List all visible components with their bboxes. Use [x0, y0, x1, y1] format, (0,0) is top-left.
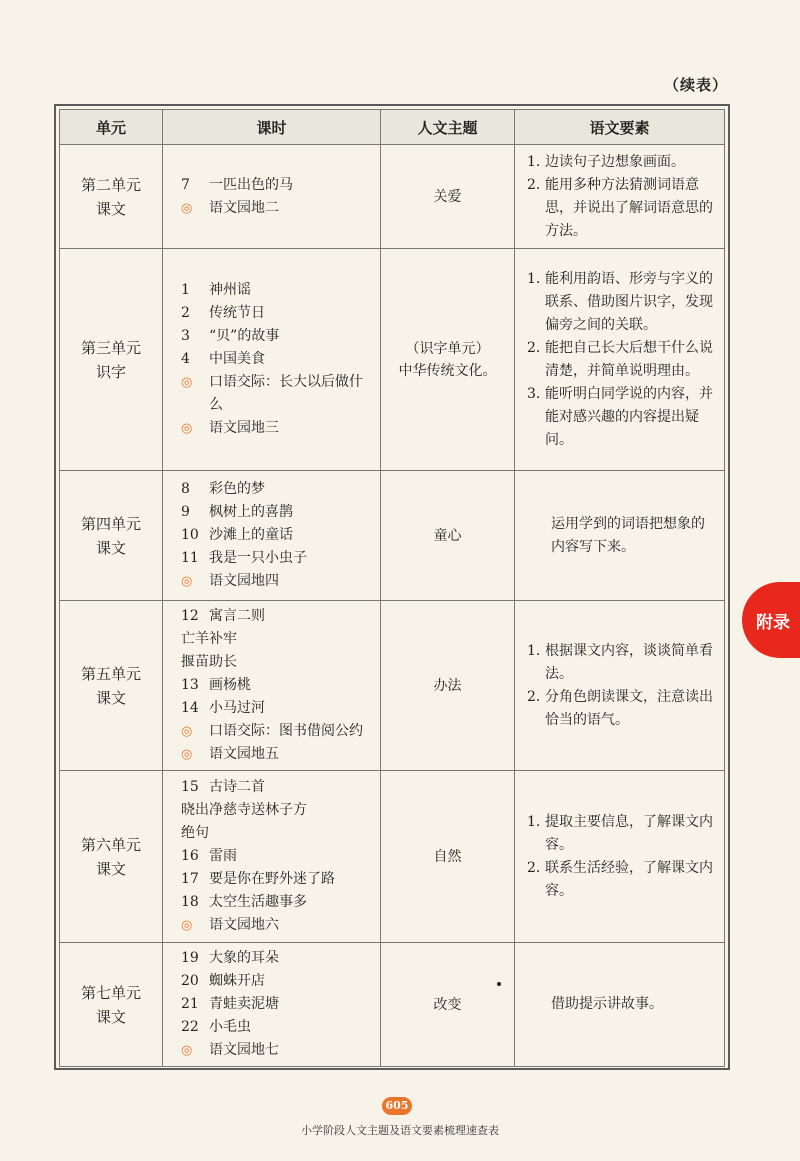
- elements-cell: [515, 943, 725, 1067]
- lesson-number: 1: [181, 282, 190, 298]
- lesson-title: 雷雨: [209, 848, 237, 864]
- lesson-title: “贝”的故事: [209, 328, 280, 344]
- lesson-item: [181, 743, 374, 766]
- element-number: 2.: [527, 859, 541, 876]
- lesson-title: 青蛙卖泥塘: [209, 996, 279, 1012]
- lesson-number: 12: [181, 608, 199, 624]
- element-item: [527, 383, 714, 452]
- element-item: [527, 811, 714, 857]
- lesson-item: [181, 371, 374, 417]
- lesson-title: 小毛虫: [209, 1019, 251, 1035]
- lesson-number: 9: [181, 504, 190, 520]
- header-theme: 人文主题: [381, 110, 515, 145]
- table-row: [60, 943, 725, 1067]
- lessons-cell: [163, 771, 381, 943]
- circle-marker-icon: ◎: [181, 724, 193, 739]
- lesson-number: 4: [181, 351, 190, 367]
- lesson-title: 沙滩上的童话: [209, 527, 293, 543]
- element-number: 3.: [527, 385, 541, 402]
- lessons-cell: [163, 471, 381, 601]
- table-row: [60, 471, 725, 601]
- element-number: 2.: [527, 688, 541, 705]
- lesson-title: 彩色的梦: [209, 481, 265, 497]
- theme-text: 办法: [433, 677, 462, 694]
- header-unit: 单元: [60, 110, 163, 145]
- element-item: [527, 268, 714, 337]
- lesson-item: [181, 478, 374, 501]
- theme-text: 改变: [433, 996, 462, 1013]
- lesson-item: [181, 325, 374, 348]
- lesson-title: 小马过河: [209, 700, 265, 716]
- unit-cell: [60, 471, 163, 601]
- lesson-number: 13: [181, 677, 199, 693]
- lesson-title: 传统节日: [209, 305, 265, 321]
- element-text: 分角色朗读课文，注意读出恰当的语气。: [545, 688, 713, 728]
- element-item: [527, 151, 714, 174]
- lesson-number: 3: [181, 328, 190, 344]
- lesson-item: [181, 868, 374, 891]
- lesson-title: 语文园地七: [209, 1042, 279, 1058]
- lesson-title: 语文园地三: [209, 420, 279, 436]
- lesson-item: [181, 501, 374, 524]
- element-text: 提取主要信息，了解课文内容。: [545, 813, 713, 853]
- element-text: 能把自己长大后想干什么说清楚，并简单说明理由。: [545, 339, 713, 379]
- lesson-title: 我是一只小虫子: [209, 550, 307, 566]
- page-number: 605: [382, 1097, 412, 1115]
- elements-cell: [515, 471, 725, 601]
- theme-text: 童心: [433, 527, 462, 544]
- unit-cell: [60, 145, 163, 249]
- lesson-title: 语文园地四: [209, 573, 279, 589]
- lesson-item: [181, 197, 374, 220]
- lesson-sub-item: 绝句: [181, 825, 209, 841]
- stray-dot: [497, 982, 501, 986]
- lesson-number: 16: [181, 848, 199, 864]
- element-text: 能利用韵语、形旁与字义的联系、借助图片识字，发现偏旁之间的关联。: [545, 270, 713, 333]
- lesson-title: 神州谣: [209, 282, 251, 298]
- elements-cell: [515, 145, 725, 249]
- lesson-title: 语文园地五: [209, 746, 279, 762]
- unit-cell: [60, 249, 163, 471]
- elements-cell: [515, 601, 725, 771]
- lesson-item: [181, 1016, 374, 1039]
- lesson-item: [181, 776, 374, 799]
- lesson-item: [181, 417, 374, 440]
- table-row: [60, 601, 725, 771]
- circle-marker-icon: ◎: [181, 918, 193, 933]
- appendix-tab: 附录: [742, 582, 800, 658]
- lesson-item: [181, 348, 374, 371]
- element-number: 2.: [527, 176, 541, 193]
- lesson-title: 古诗二首: [209, 779, 265, 795]
- lesson-title: 一匹出色的马: [209, 176, 293, 193]
- theme-cell: [381, 145, 515, 249]
- elements-cell: [515, 249, 725, 471]
- element-text: 借助提示讲故事。: [551, 996, 663, 1012]
- lesson-title: 太空生活趣事多: [209, 894, 307, 910]
- unit-label: 课文: [95, 688, 126, 707]
- lesson-number: 22: [181, 1019, 199, 1035]
- lesson-number: 11: [181, 550, 199, 566]
- table-row: [60, 145, 725, 249]
- element-text: 联系生活经验，了解课文内容。: [545, 859, 713, 899]
- lesson-title: 大象的耳朵: [209, 950, 279, 966]
- lesson-title: 要是你在野外迷了路: [209, 871, 335, 887]
- unit-label: 第五单元: [80, 664, 141, 683]
- element-number: 1.: [527, 153, 541, 170]
- lesson-item: [181, 174, 374, 197]
- lesson-item: [181, 570, 374, 593]
- circle-marker-icon: ◎: [181, 375, 193, 390]
- lesson-item: [181, 891, 374, 914]
- element-text: 能用多种方法猜测词语意思，并说出了解词语意思的方法。: [545, 176, 713, 239]
- table-frame: [54, 104, 730, 1070]
- lesson-number: 15: [181, 779, 199, 795]
- lesson-title: 中国美食: [209, 351, 265, 367]
- element-item: [527, 857, 714, 903]
- theme-cell: [381, 943, 515, 1067]
- unit-label: 第二单元: [80, 175, 141, 194]
- lessons-cell: [163, 601, 381, 771]
- lesson-item: [181, 720, 374, 743]
- lesson-number: 8: [181, 481, 190, 497]
- unit-cell: [60, 601, 163, 771]
- unit-label: 课文: [95, 199, 126, 218]
- unit-label: 课文: [95, 538, 126, 557]
- element-item: [527, 174, 714, 243]
- theme-cell: [381, 771, 515, 943]
- element-item: [527, 640, 714, 686]
- element-text: 根据课文内容，谈谈简单看法。: [545, 642, 713, 682]
- unit-cell: [60, 771, 163, 943]
- unit-label: 第六单元: [80, 835, 141, 854]
- lesson-item: [181, 302, 374, 325]
- lessons-cell: [163, 249, 381, 471]
- lesson-item: [181, 947, 374, 970]
- table-header-row: [60, 110, 725, 145]
- unit-label: 识字: [95, 362, 126, 381]
- lesson-item: [181, 547, 374, 570]
- lesson-number: 20: [181, 973, 199, 989]
- circle-marker-icon: ◎: [181, 421, 193, 436]
- circle-marker-icon: ◎: [181, 747, 193, 762]
- element-number: 1.: [527, 813, 541, 830]
- lesson-item: [181, 674, 374, 697]
- unit-label: 课文: [95, 859, 126, 878]
- unit-label: 第四单元: [80, 514, 141, 533]
- theme-cell: [381, 471, 515, 601]
- circle-marker-icon: ◎: [181, 1043, 193, 1058]
- lesson-item: [181, 524, 374, 547]
- lesson-number: 2: [181, 305, 190, 321]
- lesson-number: 10: [181, 527, 199, 543]
- element-number: 1.: [527, 642, 541, 659]
- element-text: 运用学到的词语把想象的内容写下来。: [551, 515, 705, 555]
- lesson-title: 口语交际：长大以后做什么: [209, 374, 363, 413]
- lesson-title: 寓言二则: [209, 608, 265, 624]
- lesson-item: [181, 1039, 374, 1062]
- unit-label: 第三单元: [80, 338, 141, 357]
- theme-text: 中华传统文化。: [398, 362, 497, 379]
- theme-text: 自然: [433, 848, 462, 865]
- lesson-item: [181, 279, 374, 302]
- lesson-title: 语文园地二: [209, 199, 279, 216]
- lessons-cell: [163, 145, 381, 249]
- table-row: [60, 249, 725, 471]
- lesson-item: [181, 697, 374, 720]
- element-text: 边读句子边想象画面。: [545, 153, 685, 170]
- element-text: 能听明白同学说的内容，并能对感兴趣的内容提出疑问。: [545, 385, 713, 448]
- header-elements: 语文要素: [515, 110, 725, 145]
- lessons-cell: [163, 943, 381, 1067]
- lesson-item: [181, 993, 374, 1016]
- lesson-number: 18: [181, 894, 199, 910]
- lesson-sub-item: 亡羊补牢: [181, 631, 237, 647]
- table-row: [60, 771, 725, 943]
- element-item: [527, 337, 714, 383]
- unit-cell: [60, 943, 163, 1067]
- lesson-item: [181, 605, 374, 628]
- lesson-number: 17: [181, 871, 199, 887]
- lesson-item: [181, 970, 374, 993]
- lesson-sub-item: 晓出净慈寺送林子方: [181, 802, 307, 818]
- circle-marker-icon: ◎: [181, 200, 193, 216]
- element-number: 1.: [527, 270, 541, 287]
- lesson-sub-item: 揠苗助长: [181, 654, 237, 670]
- header-lessons: 课时: [163, 110, 381, 145]
- lesson-number: 21: [181, 996, 199, 1012]
- theme-text: （识字单元）: [405, 340, 490, 357]
- theme-text: 关爱: [433, 188, 462, 205]
- unit-label: 第七单元: [80, 983, 141, 1002]
- lesson-number: 19: [181, 950, 199, 966]
- theme-cell: [381, 249, 515, 471]
- theme-cell: [381, 601, 515, 771]
- circle-marker-icon: ◎: [181, 574, 193, 589]
- lesson-item: [181, 914, 374, 937]
- continued-label: （续表）: [663, 76, 728, 94]
- lesson-title: 蜘蛛开店: [209, 973, 265, 989]
- lesson-title: 画杨桃: [209, 677, 251, 693]
- footer-title: 小学阶段人文主题及语文要素梳理速查表: [301, 1124, 499, 1137]
- lesson-title: 枫树上的喜鹊: [209, 504, 293, 520]
- lesson-number: 14: [181, 700, 199, 716]
- lesson-item: [181, 845, 374, 868]
- elements-cell: [515, 771, 725, 943]
- lesson-number: 7: [181, 176, 190, 193]
- curriculum-table: [59, 109, 725, 1067]
- element-item: [527, 686, 714, 732]
- element-number: 2.: [527, 339, 541, 356]
- lesson-title: 语文园地六: [209, 917, 279, 933]
- unit-label: 课文: [95, 1007, 126, 1026]
- lesson-title: 口语交际：图书借阅公约: [209, 723, 363, 739]
